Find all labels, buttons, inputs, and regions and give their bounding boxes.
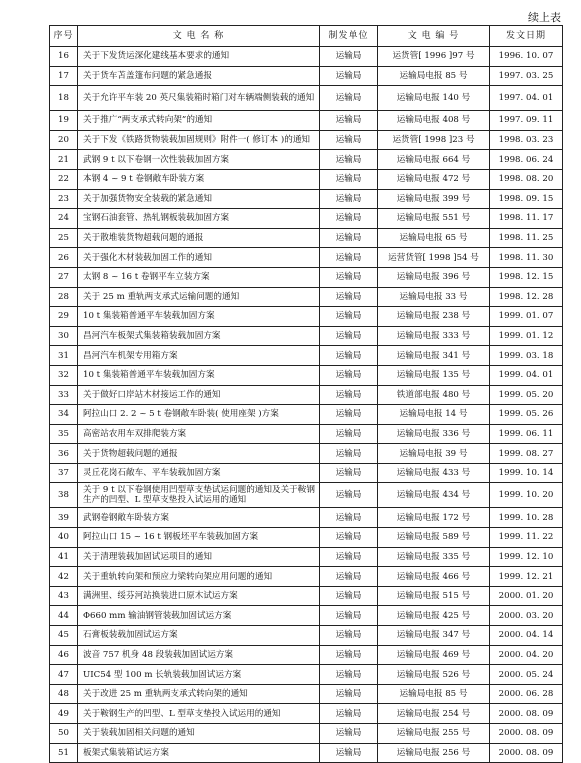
table-row <box>50 483 563 508</box>
document-table <box>49 25 563 763</box>
row-index: 39 <box>50 508 78 528</box>
table-row <box>50 567 563 587</box>
table-row <box>50 665 563 685</box>
row-issuer: 运输局 <box>320 287 378 307</box>
row-date: 1999. 04. 01 <box>490 365 563 385</box>
row-doc-number: 运输局电报 65 号 <box>378 228 490 248</box>
table-row <box>50 528 563 548</box>
table-row <box>50 586 563 606</box>
row-index: 16 <box>50 47 78 67</box>
row-index: 50 <box>50 724 78 744</box>
row-issuer: 运输局 <box>320 307 378 327</box>
table-row <box>50 405 563 425</box>
table-row <box>50 209 563 229</box>
row-doc-number: 运输局电报 256 号 <box>378 743 490 763</box>
row-index: 28 <box>50 287 78 307</box>
row-issuer: 运输局 <box>320 248 378 268</box>
table-row <box>50 346 563 366</box>
row-doc-number: 运输局电报 254 号 <box>378 704 490 724</box>
table-row <box>50 626 563 646</box>
table-row <box>50 287 563 307</box>
row-title: 昌河汽车板架式集装箱装载加固方案 <box>78 326 320 346</box>
row-title: 阿拉山口 15 ~ 16 t 钢板坯平车装载加固方案 <box>78 528 320 548</box>
table-row <box>50 385 563 405</box>
table-row <box>50 508 563 528</box>
table-continued-caption: 续上表 <box>528 11 561 24</box>
row-doc-number: 运输局电报 425 号 <box>378 606 490 626</box>
row-date: 1996. 10. 07 <box>490 47 563 67</box>
row-issuer: 运输局 <box>320 47 378 67</box>
row-date: 2000. 04. 14 <box>490 626 563 646</box>
row-index: 41 <box>50 547 78 567</box>
row-issuer: 运输局 <box>320 463 378 483</box>
row-index: 22 <box>50 169 78 189</box>
row-issuer: 运输局 <box>320 665 378 685</box>
table-row <box>50 47 563 67</box>
row-issuer: 运输局 <box>320 704 378 724</box>
row-title: 关于强化木材装载加固工作的通知 <box>78 248 320 268</box>
row-issuer: 运输局 <box>320 606 378 626</box>
row-issuer: 运输局 <box>320 424 378 444</box>
row-title: 关于 25 m 重轨两支承式运输问题的通知 <box>78 287 320 307</box>
row-doc-number: 运输局电报 33 号 <box>378 287 490 307</box>
row-title: 关于加强货物安全装载的紧急通知 <box>78 189 320 209</box>
table-row <box>50 704 563 724</box>
row-title: 关于 9 t 以下卷钢使用凹型草支垫试运问题的通知及关于鞍钢生产的凹型、L 型草支垫投入试运用的通知 <box>78 483 320 508</box>
row-doc-number: 运输局电报 85 号 <box>378 684 490 704</box>
row-title: 宝钢石油套管、热轧钢板装载加固方案 <box>78 209 320 229</box>
row-issuer: 运输局 <box>320 385 378 405</box>
header-doc-number: 文 电 编 号 <box>378 26 490 47</box>
table-row <box>50 111 563 131</box>
header-date: 发文日期 <box>490 26 563 47</box>
row-index: 37 <box>50 463 78 483</box>
row-doc-number: 运输局电报 396 号 <box>378 267 490 287</box>
row-issuer: 运输局 <box>320 111 378 131</box>
row-issuer: 运输局 <box>320 405 378 425</box>
row-title: 高密站农用车双排爬装方案 <box>78 424 320 444</box>
table-row <box>50 365 563 385</box>
row-issuer: 运输局 <box>320 586 378 606</box>
row-title: 灵丘花岗石敞车、平车装载加固方案 <box>78 463 320 483</box>
row-doc-number: 运营货管[ 1998 ]54 号 <box>378 248 490 268</box>
row-issuer: 运输局 <box>320 365 378 385</box>
row-doc-number: 运输局电报 255 号 <box>378 724 490 744</box>
row-date: 1998. 03. 23 <box>490 130 563 150</box>
row-issuer: 运输局 <box>320 86 378 111</box>
row-index: 46 <box>50 645 78 665</box>
table-row <box>50 189 563 209</box>
row-index: 20 <box>50 130 78 150</box>
table-row <box>50 150 563 170</box>
row-date: 2000. 04. 20 <box>490 645 563 665</box>
header-issuer: 制发单位 <box>320 26 378 47</box>
row-index: 35 <box>50 424 78 444</box>
row-index: 45 <box>50 626 78 646</box>
row-title: 关于装载加固相关问题的通知 <box>78 724 320 744</box>
row-date: 1999. 12. 21 <box>490 567 563 587</box>
row-title: 太钢 8 ~ 16 t 卷钢平车立装方案 <box>78 267 320 287</box>
row-issuer: 运输局 <box>320 150 378 170</box>
row-title: 关于下发货运深化建线基本要求的通知 <box>78 47 320 67</box>
table-row <box>50 463 563 483</box>
table-row <box>50 424 563 444</box>
row-issuer: 运输局 <box>320 228 378 248</box>
row-index: 17 <box>50 66 78 86</box>
row-index: 40 <box>50 528 78 548</box>
row-doc-number: 运输局电报 434 号 <box>378 483 490 508</box>
row-issuer: 运输局 <box>320 684 378 704</box>
row-doc-number: 运输局电报 466 号 <box>378 567 490 587</box>
row-doc-number: 运输局电报 39 号 <box>378 444 490 464</box>
row-date: 1998. 11. 25 <box>490 228 563 248</box>
row-date: 1997. 09. 11 <box>490 111 563 131</box>
row-title: 关于清理装载加固试运项目的通知 <box>78 547 320 567</box>
row-issuer: 运输局 <box>320 189 378 209</box>
row-doc-number: 运输局电报 408 号 <box>378 111 490 131</box>
table-row <box>50 724 563 744</box>
row-doc-number: 运输局电报 135 号 <box>378 365 490 385</box>
row-doc-number: 运输局电报 472 号 <box>378 169 490 189</box>
row-doc-number: 运输局电报 526 号 <box>378 665 490 685</box>
table-row <box>50 267 563 287</box>
row-issuer: 运输局 <box>320 267 378 287</box>
table-row <box>50 307 563 327</box>
row-doc-number: 运输局电报 333 号 <box>378 326 490 346</box>
row-title: 关于重轨转向架和预应力梁转向架应用问题的通知 <box>78 567 320 587</box>
row-doc-number: 运输局电报 238 号 <box>378 307 490 327</box>
row-title: 关于做好口岸站木材接运工作的通知 <box>78 385 320 405</box>
table-row <box>50 66 563 86</box>
row-date: 2000. 06. 28 <box>490 684 563 704</box>
table-row <box>50 547 563 567</box>
row-doc-number: 运输局电报 347 号 <box>378 626 490 646</box>
row-issuer: 运输局 <box>320 326 378 346</box>
table-row <box>50 130 563 150</box>
row-title: 武钢 9 t 以下卷钢一次性装载加固方案 <box>78 150 320 170</box>
row-index: 31 <box>50 346 78 366</box>
table-row <box>50 743 563 763</box>
row-date: 1999. 03. 18 <box>490 346 563 366</box>
row-date: 1998. 11. 17 <box>490 209 563 229</box>
table-row <box>50 169 563 189</box>
row-title: 本钢 4 ~ 9 t 卷钢敞车卧装方案 <box>78 169 320 189</box>
table-row <box>50 444 563 464</box>
row-index: 33 <box>50 385 78 405</box>
header-index: 序号 <box>50 26 78 47</box>
row-index: 47 <box>50 665 78 685</box>
row-title: 武钢卷钢敞车卧装方案 <box>78 508 320 528</box>
row-date: 1998. 11. 30 <box>490 248 563 268</box>
row-index: 51 <box>50 743 78 763</box>
table-row <box>50 606 563 626</box>
row-index: 29 <box>50 307 78 327</box>
row-date: 1999. 10. 20 <box>490 483 563 508</box>
row-index: 21 <box>50 150 78 170</box>
row-date: 2000. 03. 20 <box>490 606 563 626</box>
row-index: 48 <box>50 684 78 704</box>
row-title: 关于下发《铁路货物装载加固规则》附件一( 修订本 )的通知 <box>78 130 320 150</box>
row-date: 2000. 01. 20 <box>490 586 563 606</box>
row-issuer: 运输局 <box>320 626 378 646</box>
row-title: 关于鞍钢生产的凹型、L 型草支垫投入试运用的通知 <box>78 704 320 724</box>
row-date: 2000. 08. 09 <box>490 743 563 763</box>
table-row <box>50 684 563 704</box>
table-row <box>50 248 563 268</box>
table-row <box>50 645 563 665</box>
row-date: 2000. 05. 24 <box>490 665 563 685</box>
row-title: 昌河汽车机架专用箱方案 <box>78 346 320 366</box>
row-date: 1998. 06. 24 <box>490 150 563 170</box>
row-issuer: 运输局 <box>320 567 378 587</box>
row-doc-number: 运输局电报 551 号 <box>378 209 490 229</box>
row-date: 1999. 08. 27 <box>490 444 563 464</box>
row-doc-number: 运输局电报 85 号 <box>378 66 490 86</box>
row-doc-number: 运输局电报 140 号 <box>378 86 490 111</box>
row-title: 10 t 集装箱普通平车装载加固方案 <box>78 307 320 327</box>
row-title: 石膏板装载加固试运方案 <box>78 626 320 646</box>
row-index: 38 <box>50 483 78 508</box>
row-title: 关于货物超载问题的通报 <box>78 444 320 464</box>
row-index: 36 <box>50 444 78 464</box>
row-date: 1999. 10. 28 <box>490 508 563 528</box>
row-doc-number: 运输局电报 399 号 <box>378 189 490 209</box>
row-issuer: 运输局 <box>320 169 378 189</box>
table-row <box>50 326 563 346</box>
row-doc-number: 铁道部电报 480 号 <box>378 385 490 405</box>
row-date: 1997. 03. 25 <box>490 66 563 86</box>
row-issuer: 运输局 <box>320 130 378 150</box>
row-doc-number: 运输局电报 14 号 <box>378 405 490 425</box>
row-index: 26 <box>50 248 78 268</box>
row-index: 42 <box>50 567 78 587</box>
row-title: 满洲里、绥芬河站换装进口原木试运方案 <box>78 586 320 606</box>
row-date: 1999. 11. 22 <box>490 528 563 548</box>
row-title: Φ660 mm 输油钢管装载加固试运方案 <box>78 606 320 626</box>
row-title: 10 t 集装箱普通平车装载加固方案 <box>78 365 320 385</box>
row-doc-number: 运输局电报 433 号 <box>378 463 490 483</box>
row-date: 1999. 01. 12 <box>490 326 563 346</box>
row-index: 32 <box>50 365 78 385</box>
table-row <box>50 86 563 111</box>
row-issuer: 运输局 <box>320 209 378 229</box>
row-date: 2000. 08. 09 <box>490 704 563 724</box>
row-date: 1998. 09. 15 <box>490 189 563 209</box>
row-doc-number: 运输局电报 515 号 <box>378 586 490 606</box>
row-date: 1999. 05. 20 <box>490 385 563 405</box>
row-date: 2000. 08. 09 <box>490 724 563 744</box>
row-issuer: 运输局 <box>320 528 378 548</box>
header-title: 文 电 名 称 <box>78 26 320 47</box>
row-doc-number: 运输局电报 336 号 <box>378 424 490 444</box>
row-index: 25 <box>50 228 78 248</box>
row-issuer: 运输局 <box>320 444 378 464</box>
row-index: 19 <box>50 111 78 131</box>
row-title: 阿拉山口 2. 2 ~ 5 t 卷钢敞车卧装( 使用座架 )方案 <box>78 405 320 425</box>
row-date: 1999. 05. 26 <box>490 405 563 425</box>
row-index: 43 <box>50 586 78 606</box>
row-issuer: 运输局 <box>320 724 378 744</box>
row-issuer: 运输局 <box>320 645 378 665</box>
row-doc-number: 运输局电报 589 号 <box>378 528 490 548</box>
row-index: 24 <box>50 209 78 229</box>
row-doc-number: 运输局电报 335 号 <box>378 547 490 567</box>
table-header-row <box>50 26 563 47</box>
row-title: 关于货车苫盖篷布问题的紧急通报 <box>78 66 320 86</box>
row-index: 18 <box>50 86 78 111</box>
row-issuer: 运输局 <box>320 483 378 508</box>
row-title: 关于允许平车装 20 英尺集装箱时箱门对车辆端侧装载的通知 <box>78 86 320 111</box>
row-issuer: 运输局 <box>320 66 378 86</box>
row-date: 1999. 10. 14 <box>490 463 563 483</box>
row-doc-number: 运输局电报 664 号 <box>378 150 490 170</box>
row-doc-number: 运输局电报 172 号 <box>378 508 490 528</box>
row-title: 波音 757 机身 48 段装载加固试运方案 <box>78 645 320 665</box>
row-date: 1999. 01. 07 <box>490 307 563 327</box>
row-doc-number: 运输局电报 469 号 <box>378 645 490 665</box>
row-title: 关于改进 25 m 重轨两支承式转向架的通知 <box>78 684 320 704</box>
row-index: 27 <box>50 267 78 287</box>
row-date: 1999. 06. 11 <box>490 424 563 444</box>
row-date: 1999. 12. 10 <box>490 547 563 567</box>
row-title: 关于推广“两支承式转向架”的通知 <box>78 111 320 131</box>
row-index: 34 <box>50 405 78 425</box>
row-date: 1997. 04. 01 <box>490 86 563 111</box>
row-date: 1998. 08. 20 <box>490 169 563 189</box>
row-title: 板架式集装箱试运方案 <box>78 743 320 763</box>
row-issuer: 运输局 <box>320 547 378 567</box>
row-date: 1998. 12. 28 <box>490 287 563 307</box>
row-doc-number: 运货管[ 1998 ]23 号 <box>378 130 490 150</box>
row-issuer: 运输局 <box>320 346 378 366</box>
row-title: UIC54 型 100 m 长轨装载加固试运方案 <box>78 665 320 685</box>
row-date: 1998. 12. 15 <box>490 267 563 287</box>
row-issuer: 运输局 <box>320 743 378 763</box>
row-index: 49 <box>50 704 78 724</box>
row-issuer: 运输局 <box>320 508 378 528</box>
row-index: 44 <box>50 606 78 626</box>
row-index: 23 <box>50 189 78 209</box>
row-doc-number: 运货管[ 1996 ]97 号 <box>378 47 490 67</box>
row-doc-number: 运输局电报 341 号 <box>378 346 490 366</box>
row-title: 关于散堆装货物超载问题的通报 <box>78 228 320 248</box>
row-index: 30 <box>50 326 78 346</box>
table-row <box>50 228 563 248</box>
